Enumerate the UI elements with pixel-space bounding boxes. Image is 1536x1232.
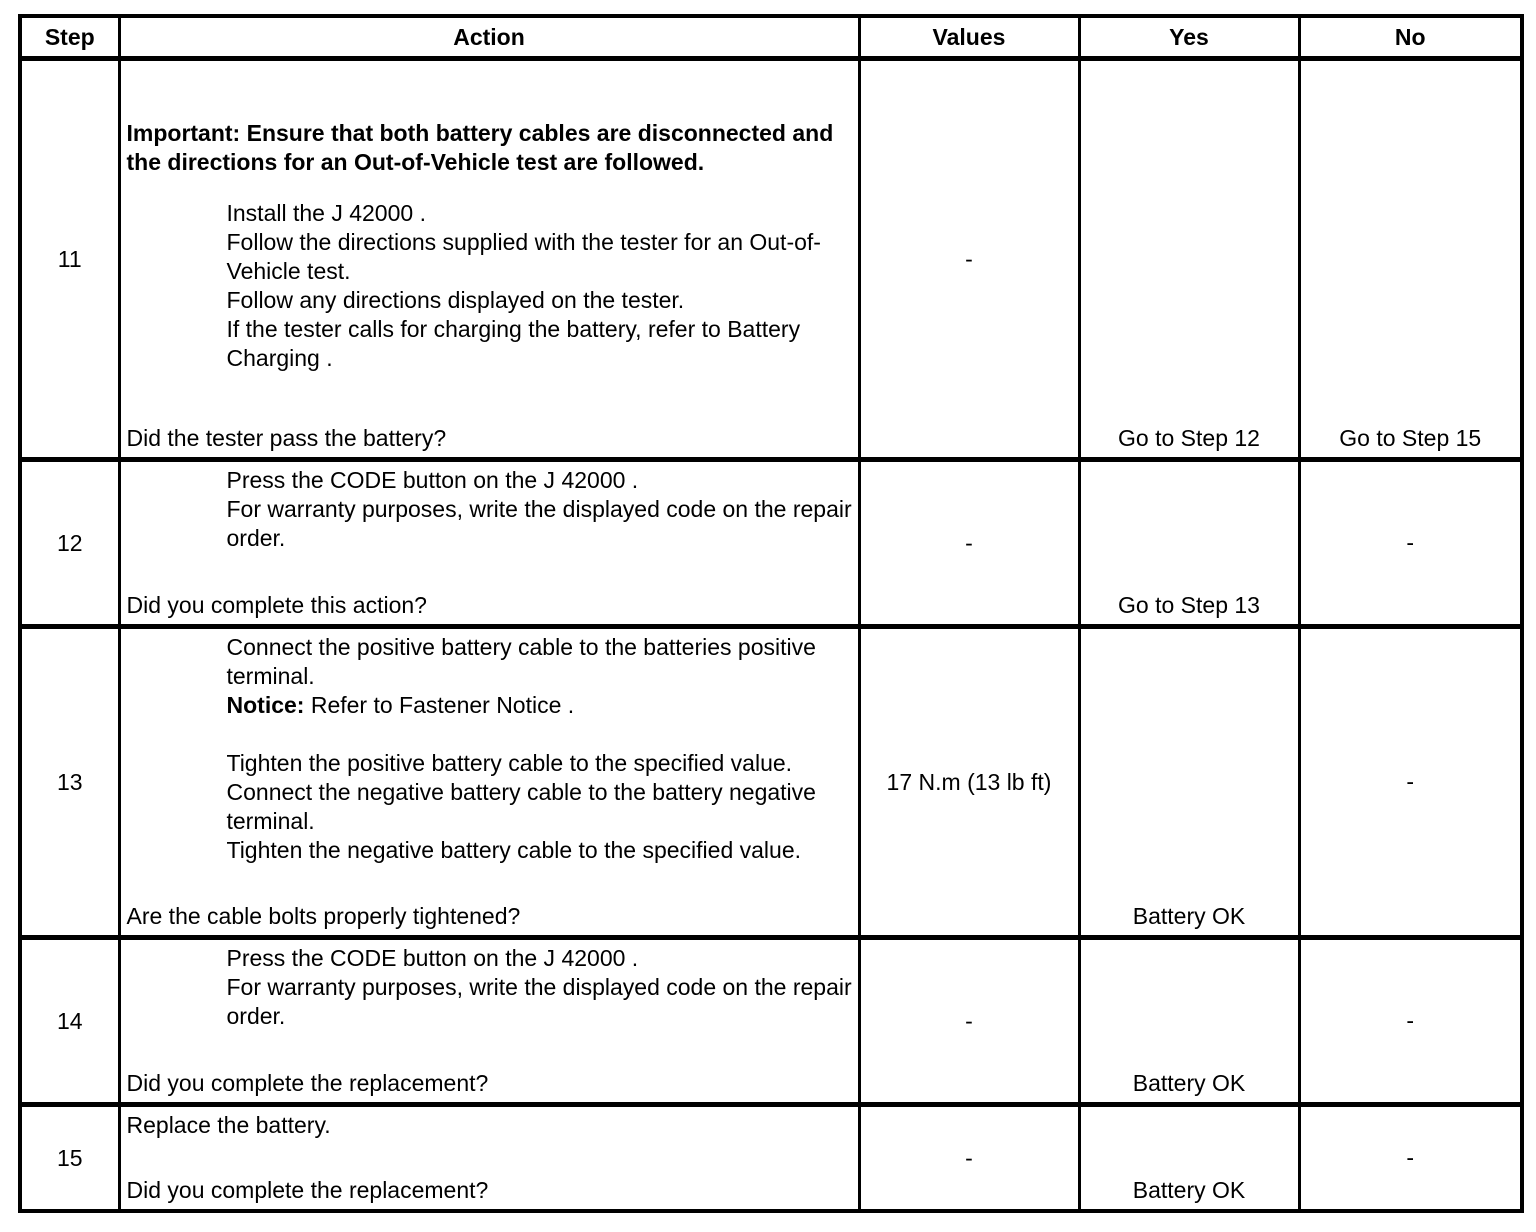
- notice-text: Refer to Fastener Notice .: [304, 692, 575, 718]
- no-cell: [1299, 627, 1522, 938]
- question: Did you complete the replacement?: [126, 1070, 489, 1096]
- action-list: [121, 940, 858, 1031]
- values-cell: -: [859, 938, 1079, 1105]
- action-list: [121, 629, 858, 720]
- action-item: For warranty purposes, write the displayed code on the repair order.: [226, 974, 852, 1029]
- header-yes: Yes: [1079, 16, 1299, 59]
- no-answer: -: [1406, 529, 1415, 556]
- no-cell: [1299, 1105, 1522, 1212]
- values-cell: -: [859, 1105, 1079, 1212]
- no-answer: -: [1406, 1144, 1415, 1171]
- no-answer: -: [1406, 1007, 1415, 1034]
- yes-cell: [1079, 59, 1299, 460]
- action-item: Tighten the positive battery cable to the specified value.: [226, 750, 793, 776]
- step-number: 11: [20, 59, 119, 460]
- diagnostic-table: [18, 14, 1524, 1213]
- yes-cell: [1079, 627, 1299, 938]
- action-item: Connect the negative battery cable to the battery negative terminal.: [226, 779, 816, 834]
- action-item: Press the CODE button on the J 42000 .: [226, 467, 639, 493]
- yes-cell: [1079, 460, 1299, 627]
- action-cell: [119, 938, 859, 1105]
- header-no: No: [1299, 16, 1522, 59]
- action-item: If the tester calls for charging the battery, refer to Battery Charging .: [226, 316, 801, 371]
- yes-cell: [1079, 938, 1299, 1105]
- step-number: 13: [20, 627, 119, 938]
- action-cell: [119, 1105, 859, 1212]
- values-cell: -: [859, 460, 1079, 627]
- yes-answer: Battery OK: [1132, 1177, 1246, 1203]
- no-cell: [1299, 460, 1522, 627]
- no-cell: [1299, 938, 1522, 1105]
- action-list: [121, 462, 858, 553]
- header-action: Action: [119, 16, 859, 59]
- question: Did the tester pass the battery?: [126, 425, 447, 451]
- yes-answer: Go to Step 13: [1118, 592, 1260, 618]
- question: Did you complete this action?: [126, 592, 427, 618]
- step-number: 12: [20, 460, 119, 627]
- action-item: Follow the directions supplied with the tester for an Out-of-Vehicle test.: [226, 229, 821, 284]
- notice: [227, 691, 854, 720]
- step-number: 14: [20, 938, 119, 1105]
- action-item: Follow any directions displayed on the tester.: [226, 287, 685, 313]
- header-values: Values: [859, 16, 1079, 59]
- action-item: For warranty purposes, write the displayed code on the repair order.: [226, 496, 852, 551]
- yes-answer: Battery OK: [1132, 1070, 1246, 1096]
- question: Did you complete the replacement?: [126, 1177, 489, 1203]
- step-number: 15: [20, 1105, 119, 1212]
- action-item: Replace the battery.: [126, 1112, 331, 1138]
- action-item: Connect the positive battery cable to the batteries positive terminal.: [226, 634, 816, 689]
- yes-cell: [1079, 1105, 1299, 1212]
- no-cell: [1299, 59, 1522, 460]
- notice-label: Notice:: [226, 692, 305, 718]
- values-cell: -: [859, 59, 1079, 460]
- header-row: [20, 16, 1522, 59]
- yes-answer: Go to Step 12: [1118, 425, 1260, 451]
- action-cell: [119, 59, 859, 460]
- table-row: [20, 1105, 1522, 1212]
- table-row: [20, 59, 1522, 460]
- yes-answer: Battery OK: [1132, 903, 1246, 929]
- header-step: Step: [20, 16, 119, 59]
- action-list: [121, 749, 858, 865]
- action-cell: [119, 460, 859, 627]
- table-row: [20, 460, 1522, 627]
- action-item: Press the CODE button on the J 42000 .: [226, 945, 639, 971]
- table-row: [20, 627, 1522, 938]
- action-item: Install the J 42000 .: [226, 200, 426, 226]
- important-note: Important: Ensure that both battery cables are disconnected and the directions for an Out-of-Vehicle test are followed.: [126, 120, 834, 175]
- values-cell: 17 N.m (13 lb ft): [859, 627, 1079, 938]
- action-list: [121, 199, 858, 373]
- action-cell: [119, 627, 859, 938]
- table-row: [20, 938, 1522, 1105]
- question: Are the cable bolts properly tightened?: [126, 903, 521, 929]
- action-item: Tighten the negative battery cable to the specified value.: [226, 837, 802, 863]
- no-answer: -: [1406, 768, 1415, 795]
- no-answer: Go to Step 15: [1339, 425, 1482, 451]
